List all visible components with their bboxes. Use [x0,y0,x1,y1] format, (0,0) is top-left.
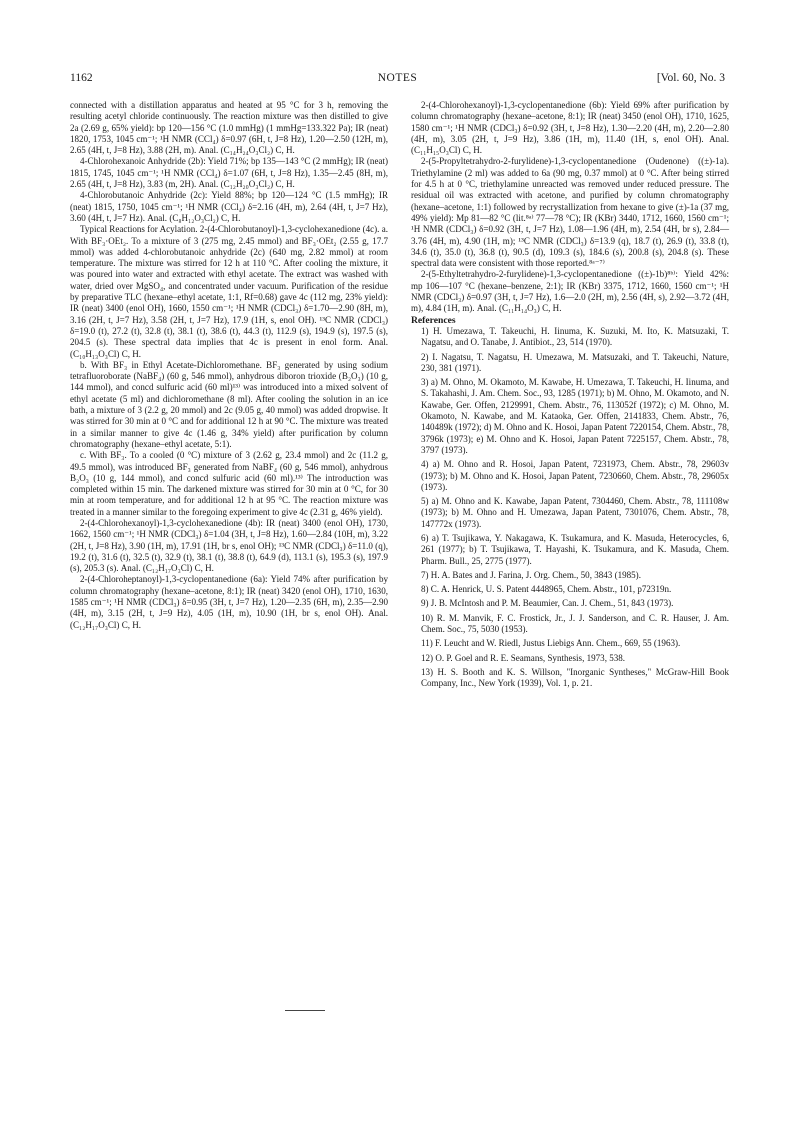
running-header [70,72,725,88]
reference-item: 10) R. M. Manvik, F. C. Frostick, Jr., J. J. Sanderson, and C. R. Hauser, J. Am. Chem. Soc., 75, 5030 (1953). [421,612,729,635]
reference-item: 1) H. Umezawa, T. Takeuchi, H. Iinuma, K. Suzuki, M. Ito, K. Matsuzaki, T. Nagatsu, and O. Tanabe, J. Antibiot., 23, 514 (1970). [421,325,729,348]
paragraph: connected with a distillation apparatus and heated at 95 °C for 3 h, removing the resulting acetyl chloride continuously. The reaction mixture was then distilled to give 2a (2.69 g, 65% yield): bp 120—156 °C (1.0 mmHg) (1 mmHg=133.322 Pa); IR (neat) 1820, 1753, 1045 cm⁻¹; ¹H NMR (CCl₄) δ=0.97 (6H, t, J=8 Hz), 1.20—2.50 (12H, m), 2.65 (4H, t, J=8 Hz), 3.88 (2H, m). Anal. (C₁₄H₂₄O₃Cl₂) C, H. [70,100,388,156]
paragraph: c. With BF₃. To a cooled (0 °C) mixture of 3 (2.62 g, 23.4 mmol) and 2c (11.2 g, 49.5 mmol), was introduced BF₃ generated from NaBF₄ (60 g, 546 mmol), anhydrous B₂O₃ (10 g, 144 mmol), and concd sulfuric acid (60 ml).¹³⁾ The introduction was completed within 15 min. The darkened mixture was stirred for 30 min at 0 °C, for 30 min at room temperature, and for additional 12 h at 95 °C. The reaction mixture was treated in a manner similar to the foregoing experiment to give 4c (2.31 g, 46% yield). [70,450,388,517]
reference-item: 11) F. Leucht and W. Riedl, Justus Liebigs Ann. Chem., 669, 55 (1963). [421,638,681,649]
reference-item: 2) I. Nagatsu, T. Nagatsu, H. Umezawa, M. Matsuzaki, and T. Takeuchi, Nature, 230, 381 (1971). [421,351,729,373]
paragraph: b. With BF₃ in Ethyl Acetate-Dichloromethane. BF₃ generated by using sodium tetrafluoroborate (NaBF₄) (60 g, 546 mmol), anhydrous diboron trioxide (B₂O₃) (10 g, 144 mmol), and concd sulfuric acid (60 ml)¹³⁾ was introduced into a mixed solvent of ethyl acetate (5 ml) and dichloromethane (8 ml). After cooling the solution in an ice bath, a mixture of 3 (2.2 g, 20 mmol) and 2c (9.05 g, 40 mmol) was added dropwise. It was stirred for 30 min at 0 °C and for additional 12 h at 90 °C. The mixture was treated in a similar manner to give 4c (1.46 g, 34% yield) after purification by column chromatography (hexane–ethyl acetate, 5:1). [70,359,388,449]
reference-item: 4) a) M. Ohno and R. Hosoi, Japan Patent, 7231973, Chem. Abstr., 78, 29603v (1973); b) M. Ohno and K. Hosoi, Japan Patent, 7230660, Chem. Abstr., 78, 29605x (1973). [421,459,729,492]
reference-item: 13) H. S. Booth and K. S. Willson, "Inorganic Syntheses," McGraw-Hill Book Company, Inc., New York (1939), Vol. 1, p. 21. [421,666,729,689]
reference-item: 5) a) M. Ohno and K. Kawabe, Japan Patent, 7304460, Chem. Abstr., 78, 111108w (1973); b) M. Ohno and H. Umezawa, Japan Patent, 7301076, Chem. Abstr., 78, 147772x (1973). [421,496,729,529]
reference-item: 8) C. A. Henrick, U. S. Patent 4448965, Chem. Abstr., 101, p72319n. [421,584,672,595]
paragraph: 2-(4-Chlorohexanoyl)-1,3-cyclopentanedione (6b): Yield 69% after purification by column chromatography (hexane–acetone, 8:1); IR (neat) 3450 (enol OH), 1710, 1625, 1580 cm⁻¹; ¹H NMR (CDCl₃) δ=0.92 (3H, t, J=8 Hz), 1.30—2.20 (4H, m), 2.20—2.80 (4H, m), 3.05 (2H, t, J=9 Hz), 3.86 (1H, m), 11.40 (1H, s, enol OH). Anal. (C₁₁H₁₅O₃Cl) C, H. [411,100,729,156]
reference-item: 9) J. B. McIntosh and P. M. Beaumier, Can. J. Chem., 51, 843 (1973). [421,598,674,609]
paragraph: 2-(5-Ethyltetrahydro-2-furylidene)-1,3-cyclopentanedione ((±)-1b)⁸ᵇ⁾: Yield 42%: mp 106—107 °C (hexane–benzene, 2:1); IR (KBr) 3375, 1712, 1660, 1560 cm⁻¹; ¹H NMR (CDCl₃) δ=0.97 (3H, t, J=7 Hz), 1.6—2.0 (2H, m), 2.56 (4H, s), 2.92—3.72 (4H, m), 4.84 (1H, m). Anal. (C₁₁H₁₄O₃) C, H. [411,269,729,314]
page-number: 1162 [70,72,93,84]
end-divider [285,1010,325,1011]
right-column [411,100,729,693]
reference-item: 6) a) T. Tsujikawa, Y. Nakagawa, K. Tsukamura, and K. Masuda, Heterocycles, 6, 261 (1977); b) T. Tsujikawa, T. Hayashi, K. Tsukamura, and K. Masuda, Chem. Pharm. Bull., 25, 2775 (1977). [421,532,729,566]
section-title: NOTES [377,72,418,84]
paragraph: 2-(4-Chloroheptanoyl)-1,3-cyclopentanedione (6a): Yield 74% after purification by column chromatography (hexane–acetone, 8:1); IR (neat) 3420 (enol OH), 1710, 1630, 1585 cm⁻¹; ¹H NMR (CDCl₃) δ=0.95 (3H, t, J=7 Hz), 1.20—2.35 (6H, m), 2.35—2.90 (4H, m), 3.15 (2H, t, J=9 Hz), 4.05 (1H, m), 10.90 (1H, br s, enol OH). Anal. (C₁₂H₁₇O₃Cl) C, H. [70,574,388,630]
paragraph: 2-(5-Propyltetrahydro-2-furylidene)-1,3-cyclopentanedione (Oudenone) ((±)-1a). Triethylamine (2 ml) was added to 6a (90 mg, 0.37 mmol) at 0 °C. After being stirred for 4.5 h at 0 °C, triethylamine unreacted was removed under reduced pressure. The residual oil was extracted with acetone, and purified by column chromatography (hexane–acetone, 1:1) followed by recrystallization from hexane to give (±)-1a (37 mg, 49% yield): Mp 81—82 °C (lit.⁸ᵃ⁾ 77—78 °C); IR (KBr) 3440, 1712, 1660, 1560 cm⁻¹; ¹H NMR (CDCl₃) δ=0.92 (3H, t, J=7 Hz), 1.08—1.96 (4H, m), 2.54 (4H, br s), 2.84—3.76 (4H, m), 4.90 (1H, m); ¹³C NMR (CDCl₃) δ=13.9 (q), 18.7 (t), 26.9 (t), 33.8 (t), 34.6 (t), 35.0 (t), 36.8 (t), 90.5 (d), 109.3 (s), 184.6 (s), 200.8 (s), 204.8 (s). These spectral data were consistent with those reported.⁸ᵃ⁻⁷⁾ [411,156,729,269]
references-heading: References [411,314,456,326]
reference-item: 12) O. P. Goel and R. E. Seamans, Synthesis, 1973, 538. [421,652,626,663]
volume-info: [Vol. 60, No. 3 [656,72,725,84]
left-column [70,100,388,631]
paragraph: Typical Reactions for Acylation. 2-(4-Chlorobutanoyl)-1,3-cyclohexanedione (4c). a. With BF₃·OEt₂. To a mixture of 3 (275 mg, 2.45 mmol) and BF₃·OEt₂ (2.55 g, 17.7 mmol) was added 4-chlorobutanoic anhydride (2c) (640 mg, 2.82 mmol) at room temperature. The mixture was stirred for 12 h at 110 °C. After cooling the mixture, it was poured into water and extracted with ethyl acetate. The extract was washed with water, dried over MgSO₄, and concentrated under vacuum. Purification of the residue by preparative TLC (hexane–ethyl acetate, 1:1, Rf=0.68) gave 4c (112 mg, 23% yield): IR (neat) 3400 (enol OH), 1660, 1550 cm⁻¹; ¹H NMR (CDCl₃) δ=1.70—2.90 (8H, m), 3.16 (2H, t, J=7 Hz), 3.58 (2H, t, J=7 Hz), 17.9 (1H, s, enol OH). ¹³C NMR (CDCl₃) δ=19.0 (t), 27.2 (t), 32.8 (t), 38.1 (t), 38.6 (t), 44.3 (t), 112.9 (s), 194.9 (s), 197.5 (s), 204.5 (s). These spectral data implies that 4c is present in enol form. Anal. (C₁₀H₁₃O₃Cl) C, H. [70,224,388,359]
reference-item: 3) a) M. Ohno, M. Okamoto, M. Kawabe, H. Umezawa, T. Takeuchi, H. Iinuma, and S. Takahashi, J. Am. Chem. Soc., 93, 1285 (1971); b) M. Ohno, M. Okamoto, and N. Kawabe, Ger. Offen, 2129991, Chem. Abstr., 76, 113052f (1972); c) M. Ohno, M. Okamoto, N. Kawabe, and M. Kataoka, Ger. Offen, 2141833, Chem. Abstr., 76, 140489k (1972); d) M. Ohno and K. Hosoi, Japan Patent 7220154, Chem. Abstr., 78, 3796k (1973); e) M. Ohno and K. Hosoi, Japan Patent 7225157, Chem. Abstr., 78, 3797 (1973). [421,377,729,455]
paragraph: 4-Chlorobutanoic Anhydride (2c): Yield 88%; bp 120—124 °C (1.5 mmHg); IR (neat) 1815, 1750, 1045 cm⁻¹; ¹H NMR (CCl₄) δ=2.16 (4H, m), 2.64 (4H, t, J=7 Hz), 3.60 (4H, t, J=7 Hz). Anal. (C₈H₁₂O₃Cl₂) C, H. [70,190,388,223]
paragraph: 4-Chlorohexanoic Anhydride (2b): Yield 71%; bp 135—143 °C (2 mmHg); IR (neat) 1815, 1745, 1045 cm⁻¹; ¹H NMR (CCl₄) δ=1.07 (6H, t, J=8 Hz), 1.35—2.45 (8H, m), 2.65 (4H, t, J=8 Hz), 3.83 (m, 2H). Anal. (C₁₂H₂₀O₃Cl₂) C, H. [70,156,388,190]
reference-item: 7) H. A. Bates and J. Farina, J. Org. Chem., 50, 3843 (1985). [421,569,641,580]
paragraph: 2-(4-Chlorohexanoyl)-1,3-cyclohexanedione (4b): IR (neat) 3400 (enol OH), 1730, 1662, 1560 cm⁻¹; ¹H NMR (CDCl₃) δ=1.04 (3H, t, J=8 Hz), 1.60—2.84 (10H, m), 3.22 (2H, t, J=8 Hz), 3.90 (1H, m), 17.91 (1H, br s, enol OH); ¹³C NMR (CDCl₃) δ=11.0 (q), 19.2 (t), 31.6 (t), 32.5 (t), 32.9 (t), 38.1 (t), 38.8 (t), 64.9 (d), 113.1 (s), 195.3 (s), 197.9 (s), 205.3 (s). Anal. (C₁₂H₁₇O₃Cl) C, H. [70,517,388,574]
